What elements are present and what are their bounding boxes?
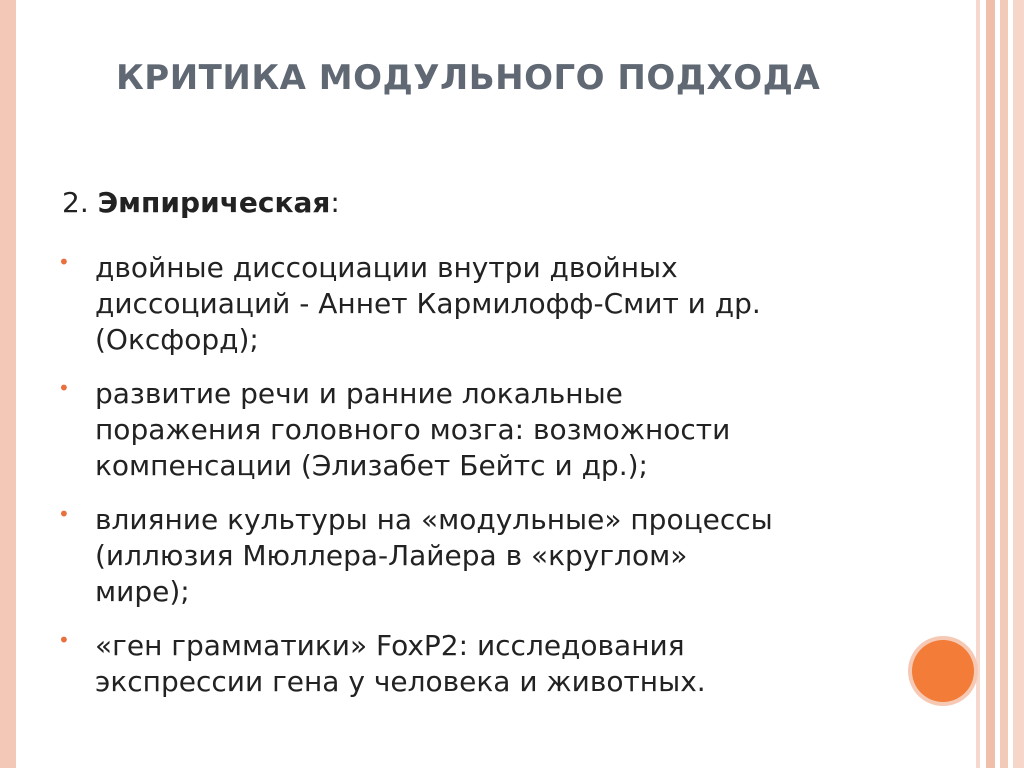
right-stripe-2 xyxy=(986,0,995,768)
right-stripe-1 xyxy=(976,0,980,768)
left-stripe xyxy=(0,0,16,768)
section-colon: : xyxy=(330,186,340,219)
orange-circle-icon xyxy=(912,640,974,702)
bullet-item xyxy=(58,250,918,358)
bullet-icon: • xyxy=(58,628,70,652)
bullet-text: «ген грамматики» FoxP2: исследования экспрессии гена у человека и животных. xyxy=(95,629,706,698)
right-stripe-3 xyxy=(1000,0,1008,768)
bullet-icon: • xyxy=(58,502,70,526)
right-stripe-4 xyxy=(1013,0,1024,768)
bullet-text: двойные диссоциации внутри двойных диссоциаций - Аннет Кармилофф-Смит и др. (Оксфорд); xyxy=(95,251,761,356)
section-heading xyxy=(62,186,340,219)
bullet-item xyxy=(58,502,918,610)
bullet-list xyxy=(58,250,918,718)
slide-title: КРИТИКА МОДУЛЬНОГО ПОДХОДА xyxy=(116,58,821,98)
bullet-icon: • xyxy=(58,376,70,400)
bullet-icon: • xyxy=(58,250,70,274)
bullet-text: развитие речи и ранние локальные поражения головного мозга: возможности компенсации (Элизабет Бейтс и др.); xyxy=(95,377,731,482)
section-label: Эмпирическая xyxy=(97,186,331,219)
bullet-item xyxy=(58,628,918,700)
section-number: 2. xyxy=(62,186,98,219)
bullet-text: влияние культуры на «модульные» процессы (иллюзия Мюллера-Лайера в «круглом» мире); xyxy=(95,503,773,608)
bullet-item xyxy=(58,376,918,484)
